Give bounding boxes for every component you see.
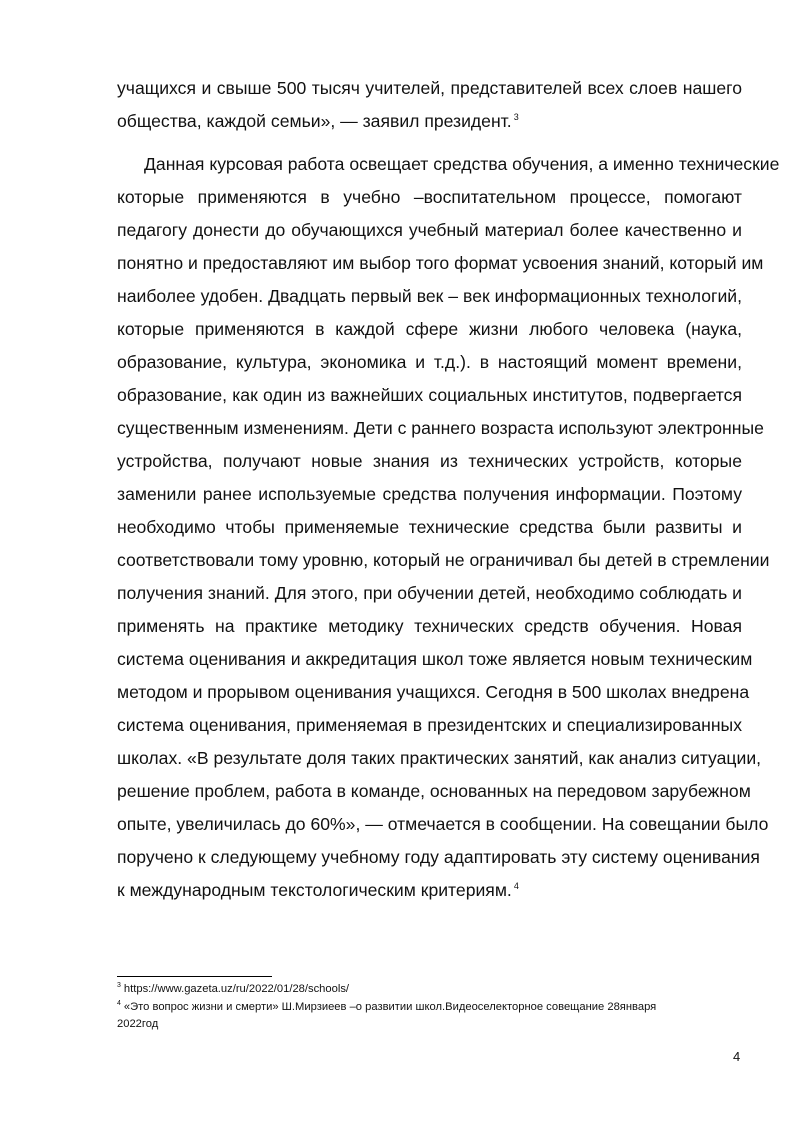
body-line: поручено к следующему учебному году адаптировать эту систему оценивания — [117, 847, 760, 867]
body-line: необходимо чтобы применяемые технические средства были развиты и — [117, 517, 742, 537]
footnote-ref[interactable]: 4 — [513, 881, 519, 892]
body-line — [117, 874, 742, 907]
body-line: получения знаний. Для этого, при обучении детей, необходимо соблюдать и — [117, 583, 742, 603]
body-line-text: общества, каждой семьи», — заявил президент. — [117, 111, 512, 131]
body-line: образование, как один из важнейших социальных институтов, подвергается — [117, 385, 742, 405]
body-line: понятно и предоставляют им выбор того формат усвоения знаний, который им — [117, 253, 764, 273]
page-number: 4 — [733, 1049, 741, 1064]
body-line: которые применяются в учебно –воспитательном процессе, помогают — [117, 187, 742, 207]
body-line: учащихся и свыше 500 тысяч учителей, представителей всех слоев нашего — [117, 78, 742, 98]
footnote — [117, 981, 737, 998]
body-line: Данная курсовая работа освещает средства обучения, а именно технические — [144, 154, 780, 174]
body-line: решение проблем, работа в команде, основанных на передовом зарубежном — [117, 781, 751, 801]
body-line: заменили ранее используемые средства получения информации. Поэтому — [117, 484, 742, 504]
body-line: система оценивания и аккредитация школ тоже является новым техническим — [117, 649, 753, 669]
body-line: образование, культура, экономика и т.д.). в настоящий момент времени, — [117, 352, 742, 372]
footnote-number: 3 — [117, 982, 121, 990]
footnote-separator — [117, 976, 272, 977]
footnote-link[interactable]: https://www.gazeta.uz/ru/2022/01/28/schools/ — [123, 983, 350, 995]
body-line — [117, 105, 742, 138]
body-line: наиболее удобен. Двадцать первый век – век информационных технологий, — [117, 286, 742, 306]
body-line: которые применяются в каждой сфере жизни любого человека (наука, — [117, 319, 742, 339]
footnote-continuation: 2022год — [117, 1018, 159, 1030]
body-line: устройства, получают новые знания из технических устройств, которые — [117, 451, 742, 471]
body-line: соответствовали тому уровню, который не ограничивал бы детей в стремлении — [117, 550, 770, 570]
footnote-text: «Это вопрос жизни и смерти» Ш.Мирзиеев –о развитии школ.Видеоселекторное совещание 28января — [123, 1001, 657, 1013]
body-line-text: к международным текстологическим критериям. — [117, 880, 512, 900]
body-line: школах. «В результате доля таких практических занятий, как анализ ситуации, — [117, 748, 762, 768]
footnote — [117, 999, 737, 1016]
footnote-number: 4 — [117, 1000, 121, 1008]
body-line: методом и прорывом оценивания учащихся. Сегодня в 500 школах внедрена — [117, 682, 750, 702]
body-line: педагогу донести до обучающихся учебный материал более качественно и — [117, 220, 742, 240]
body-line: опыте, увеличилась до 60%», — отмечается в сообщении. На совещании было — [117, 814, 769, 834]
body-line: существенным изменениям. Дети с раннего возраста используют электронные — [117, 418, 764, 438]
footnote-ref[interactable]: 3 — [513, 112, 519, 123]
body-line: система оценивания, применяемая в президентских и специализированных — [117, 715, 742, 735]
body-line: применять на практике методику технических средств обучения. Новая — [117, 616, 742, 636]
